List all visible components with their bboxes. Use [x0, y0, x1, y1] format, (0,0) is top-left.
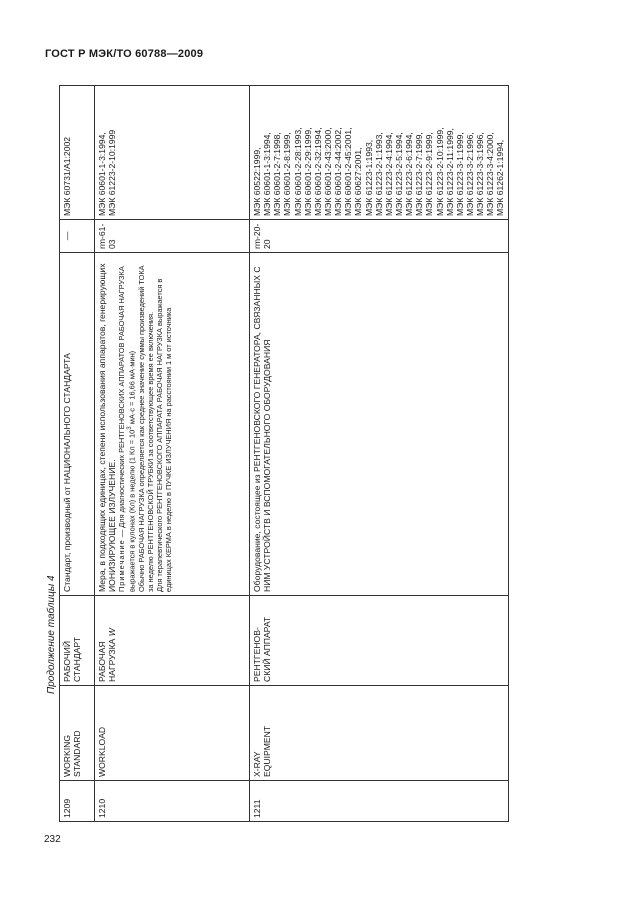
- cell-term-en: X-RAY EQUIPMENT: [250, 686, 509, 781]
- cell-code: rm-61-03: [95, 220, 250, 253]
- cell-term-en: WORKING STANDARD: [60, 686, 95, 781]
- cell-references: МЭК 60601-1-3:1994, МЭК 61223-2-10:1999: [95, 86, 250, 220]
- note-superscript: 3: [126, 426, 134, 430]
- cell-code: rm-20-20: [250, 220, 509, 253]
- cell-references: МЭК 60522:1999, МЭК 60601-1-3:1994, МЭК 60601-2-7:1998, МЭК 60601-2-8:1999, МЭК 60601-2-28:1993, МЭК 60601-2-29:1999, МЭК 60601-2-32:1994, МЭК 60601-2-43:2000, МЭК 60601-2-44:2002, МЭК 60601-2-45:2001, МЭК 60627:2001, МЭК 61223-1:1993, МЭК 61223-2-1:1993, МЭК 61223-2-4:1994, МЭК 61223-2-5:1994, МЭК 61223-2-6:1994, МЭК 61223-2-7:1999, МЭК 61223-2-9:1999, МЭК 61223-2-10:1999, МЭК 61223-2-11:1999, МЭК 61223-3-1:1999, МЭК 61223-3-2:1996, МЭК 61223-3-3:1996, МЭК 61223-3-4:2000, МЭК 61262-1:1994,: [250, 86, 509, 220]
- table-caption: Продолжение таблицы 4: [46, 575, 57, 694]
- rotated-table-container: [59, 86, 519, 822]
- cell-number: 1210: [95, 781, 250, 822]
- definition-note: [117, 256, 137, 592]
- cell-code: —: [60, 220, 95, 253]
- cell-number: 1211: [250, 781, 509, 822]
- cell-term-en: WORKLOAD: [95, 686, 250, 781]
- cell-term-ru: РЕНТГЕНОВ- СКИЙ АППАРАТ: [250, 596, 509, 686]
- page-header: ГОСТ Р МЭК/ТО 60788—2009: [45, 48, 204, 60]
- table-row: [95, 86, 250, 822]
- cell-term-ru-container: [95, 596, 250, 686]
- note-paragraph: Обычно РАБОЧАЯ НАГРУЗКА определяется как среднее значение суммы произведений ТОКА за неделю РЕНТГЕНОВСКОЙ ТРУБКИ за соответствующее время ее включения.: [136, 265, 155, 592]
- cell-definition: Оборудование, состоящее из РЕНТГЕНОВСКОГО ГЕНЕРАТОРА, СВЯЗАННЫХ С НИМ УСТРОЙСТВ И ВСПОМОГАТЕЛЬНОГО ОБОРУДОВАНИЯ: [250, 253, 509, 596]
- cell-term-ru: РАБОЧАЯ НАГРУЗКА: [97, 638, 118, 682]
- page-number: 232: [44, 834, 61, 845]
- note-text-continued: мА·с = 16,66 мА·мин): [127, 350, 137, 427]
- note-label: Примечание: [117, 539, 127, 592]
- cell-term-ru: РАБОЧИЙ СТАНДАРТ: [60, 596, 95, 686]
- table-row: [250, 86, 509, 822]
- cell-definition-container: [95, 253, 250, 596]
- note-text: — Для диагностических РЕНТГЕНОВСКИХ АППАРАТОВ РАБОЧАЯ НАГРУЗКА выражается в кулонах (Кл) в неделю (1 Кл = 10: [117, 266, 137, 592]
- cell-definition: Стандарт, производный от НАЦИОНАЛЬНОГО СТАНДАРТА: [60, 253, 95, 596]
- note-paragraph: Для терапевтического РЕНТГЕНОВСКОГО АППАРАТА РАБОЧАЯ НАГРУЗКА выражается в единицах КЕРМА в неделю в ПУЧКЕ ИЗЛУЧЕНИЯ на расстоянии 1 м от источника: [154, 278, 173, 592]
- cell-number: 1209: [60, 781, 95, 822]
- cell-references: МЭК 60731/А1:2002: [60, 86, 95, 220]
- term-symbol: W: [107, 628, 118, 637]
- definition-text: Мера, в подходящих единицах, степени использования аппаратов, генерирующих ИОНИЗИРУЮЩЕЕ ИЗЛУЧЕНИЕ.: [97, 263, 118, 592]
- table-row: [60, 86, 95, 822]
- terms-table: [59, 85, 509, 822]
